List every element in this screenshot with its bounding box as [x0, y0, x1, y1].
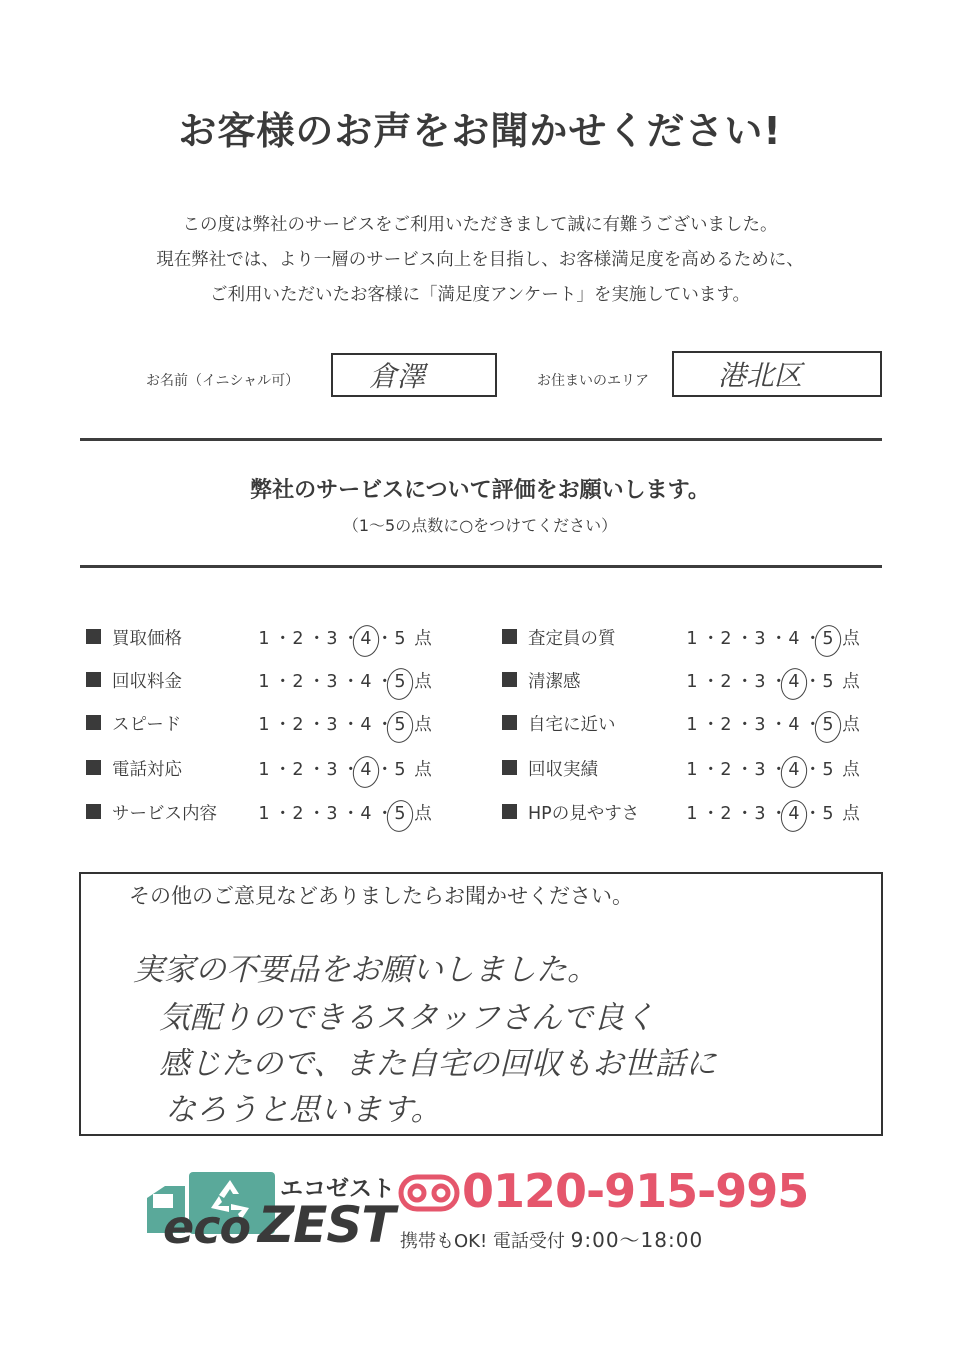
hours-time: 9:00〜18:00 — [570, 1228, 704, 1252]
intro-line: ご利用いただいたお客様に「満足度アンケート」を実施しています。 — [209, 285, 751, 305]
bullet-icon — [86, 760, 101, 775]
scale-separator: ・ — [736, 760, 754, 780]
scale-separator: ・ — [342, 715, 360, 735]
comment-line: なろうと思います。 — [165, 1092, 442, 1128]
scale-separator: ・ — [736, 804, 754, 824]
scale-separator: ・ — [770, 760, 788, 780]
scale-option-5[interactable]: 5 — [822, 804, 834, 824]
scale-unit: 点 — [842, 715, 860, 735]
scale-separator: ・ — [308, 715, 326, 735]
rating-row — [86, 708, 466, 738]
scale-option-3[interactable]: 3 — [326, 672, 338, 692]
name-field[interactable] — [331, 353, 497, 397]
area-value: 港北区 — [718, 359, 803, 392]
scale-option-2[interactable]: 2 — [720, 804, 732, 824]
rating-scale — [682, 800, 862, 825]
scale-option-3[interactable]: 3 — [326, 804, 338, 824]
scale-option-4[interactable]: 4 — [788, 629, 800, 649]
scale-separator: ・ — [702, 629, 720, 649]
bullet-icon — [86, 715, 101, 730]
scale-option-5[interactable]: 5 — [822, 760, 834, 780]
scale-separator: ・ — [804, 760, 822, 780]
rating-row — [86, 797, 466, 827]
intro-text — [0, 208, 960, 313]
scale-option-4[interactable]: 4 — [356, 629, 376, 649]
scale-option-2[interactable]: 2 — [292, 672, 304, 692]
scale-option-5[interactable]: 5 — [818, 715, 838, 735]
rating-row — [502, 753, 882, 783]
comment-line: 気配りのできるスタッフさんで良く — [159, 1000, 655, 1036]
scale-option-5[interactable]: 5 — [818, 629, 838, 649]
scale-separator: ・ — [308, 804, 326, 824]
scale-option-1[interactable]: 1 — [686, 629, 698, 649]
rating-label: HPの見やすさ — [528, 804, 640, 824]
section-subtitle: （1〜5の点数に○をつけてください） — [342, 516, 618, 535]
page-title: お客様のお声をお聞かせください! — [178, 109, 782, 153]
brand-zest: ZEST — [258, 1196, 395, 1254]
scale-unit: 点 — [414, 760, 432, 780]
rating-row — [502, 797, 882, 827]
scale-option-2[interactable]: 2 — [292, 804, 304, 824]
scale-separator: ・ — [770, 804, 788, 824]
scale-separator: ・ — [274, 804, 292, 824]
hours-prefix: 携帯もOK! 電話受付 — [400, 1231, 571, 1252]
scale-separator: ・ — [274, 629, 292, 649]
rating-label: 自宅に近い — [528, 715, 616, 735]
scale-separator: ・ — [804, 715, 822, 735]
brand-kana: エコゼスト — [280, 1176, 395, 1202]
scale-option-2[interactable]: 2 — [720, 760, 732, 780]
scale-separator: ・ — [702, 715, 720, 735]
scale-option-4[interactable]: 4 — [784, 804, 804, 824]
scale-option-3[interactable]: 3 — [326, 760, 338, 780]
section-title: 弊社のサービスについて評価をお願いします。 — [250, 478, 710, 503]
scale-option-1[interactable]: 1 — [686, 760, 698, 780]
intro-line: 現在弊社では、より一層のサービス向上を目指し、お客様満足度を高めるために、 — [156, 250, 804, 270]
scale-option-4[interactable]: 4 — [360, 804, 372, 824]
comment-prompt: その他のご意見などありましたらお聞かせください。 — [129, 884, 633, 908]
scale-unit: 点 — [842, 804, 860, 824]
scale-option-3[interactable]: 3 — [754, 715, 766, 735]
rating-row — [502, 708, 882, 738]
name-label: お名前（イニシャル可） — [146, 373, 300, 389]
scale-separator: ・ — [308, 760, 326, 780]
scale-option-5[interactable]: 5 — [390, 715, 410, 735]
scale-option-1[interactable]: 1 — [258, 629, 270, 649]
rating-row — [86, 622, 466, 652]
scale-option-3[interactable]: 3 — [754, 804, 766, 824]
scale-option-1[interactable]: 1 — [258, 672, 270, 692]
scale-separator: ・ — [376, 804, 394, 824]
scale-unit: 点 — [842, 760, 860, 780]
scale-separator: ・ — [376, 672, 394, 692]
freedial-icon — [398, 1174, 460, 1212]
scale-option-2[interactable]: 2 — [720, 629, 732, 649]
rating-row — [86, 753, 466, 783]
name-value: 倉澤 — [369, 360, 426, 393]
scale-option-5[interactable]: 5 — [822, 672, 834, 692]
bullet-icon — [502, 672, 517, 687]
scale-separator: ・ — [342, 760, 360, 780]
rating-scale — [682, 668, 862, 693]
bullet-icon — [86, 629, 101, 644]
intro-line: この度は弊社のサービスをご利用いただきまして誠に有難うございました。 — [182, 215, 778, 235]
rating-label: 査定員の質 — [528, 629, 616, 649]
scale-option-4[interactable]: 4 — [360, 672, 372, 692]
phone-number[interactable]: 0120-915-995 — [462, 1164, 809, 1218]
bullet-icon — [502, 629, 517, 644]
scale-option-1[interactable]: 1 — [258, 804, 270, 824]
bullet-icon — [502, 715, 517, 730]
scale-option-3[interactable]: 3 — [754, 629, 766, 649]
comment-box[interactable] — [79, 872, 883, 1136]
scale-option-5[interactable]: 5 — [390, 672, 410, 692]
scale-unit: 点 — [842, 672, 860, 692]
scale-separator: ・ — [308, 629, 326, 649]
rating-scale — [254, 756, 434, 781]
scale-unit: 点 — [414, 629, 432, 649]
bullet-icon — [502, 804, 517, 819]
scale-separator: ・ — [342, 804, 360, 824]
scale-separator: ・ — [702, 760, 720, 780]
scale-separator: ・ — [274, 715, 292, 735]
scale-option-1[interactable]: 1 — [258, 760, 270, 780]
scale-separator: ・ — [342, 672, 360, 692]
scale-option-3[interactable]: 3 — [326, 715, 338, 735]
scale-separator: ・ — [770, 715, 788, 735]
rating-scale — [254, 711, 434, 736]
scale-separator: ・ — [736, 715, 754, 735]
rating-label: 電話対応 — [112, 760, 182, 780]
scale-option-4[interactable]: 4 — [788, 715, 800, 735]
scale-option-2[interactable]: 2 — [292, 629, 304, 649]
divider-bottom — [80, 565, 882, 568]
comment-line: 感じたので、また自宅の回収もお世話に — [159, 1046, 717, 1082]
scale-option-3[interactable]: 3 — [754, 672, 766, 692]
scale-separator: ・ — [770, 672, 788, 692]
rating-row — [502, 665, 882, 695]
scale-unit: 点 — [842, 629, 860, 649]
bullet-icon — [86, 672, 101, 687]
rating-row — [502, 622, 882, 652]
scale-separator: ・ — [770, 629, 788, 649]
rating-label: 清潔感 — [528, 672, 581, 692]
scale-unit: 点 — [414, 804, 432, 824]
rating-scale — [254, 625, 434, 650]
scale-separator: ・ — [804, 629, 822, 649]
rating-row — [86, 665, 466, 695]
rating-label: 買取価格 — [112, 629, 182, 649]
area-label: お住まいのエリア — [537, 373, 649, 389]
scale-option-2[interactable]: 2 — [720, 672, 732, 692]
scale-option-5[interactable]: 5 — [394, 629, 406, 649]
scale-option-3[interactable]: 3 — [326, 629, 338, 649]
scale-option-1[interactable]: 1 — [686, 715, 698, 735]
scale-unit: 点 — [414, 672, 432, 692]
scale-separator: ・ — [376, 715, 394, 735]
scale-separator: ・ — [702, 804, 720, 824]
rating-scale — [682, 756, 862, 781]
scale-option-4[interactable]: 4 — [784, 672, 804, 692]
scale-option-4[interactable]: 4 — [784, 760, 804, 780]
brand-eco: eco — [163, 1200, 251, 1254]
scale-separator: ・ — [804, 672, 822, 692]
scale-option-2[interactable]: 2 — [292, 715, 304, 735]
area-field[interactable] — [672, 351, 882, 397]
comment-line: 実家の不要品をお願いしました。 — [133, 952, 598, 988]
scale-separator: ・ — [274, 672, 292, 692]
scale-separator: ・ — [736, 672, 754, 692]
scale-option-1[interactable]: 1 — [686, 804, 698, 824]
scale-separator: ・ — [376, 629, 394, 649]
scale-option-1[interactable]: 1 — [258, 715, 270, 735]
scale-option-4[interactable]: 4 — [356, 760, 376, 780]
divider-top — [80, 438, 882, 441]
rating-label: 回収実績 — [528, 760, 598, 780]
scale-option-5[interactable]: 5 — [394, 760, 406, 780]
scale-unit: 点 — [414, 715, 432, 735]
scale-option-4[interactable]: 4 — [360, 715, 372, 735]
rating-scale — [254, 800, 434, 825]
rating-scale — [682, 625, 862, 650]
scale-separator: ・ — [804, 804, 822, 824]
rating-scale — [682, 711, 862, 736]
phone-hours — [400, 1224, 703, 1253]
scale-separator: ・ — [376, 760, 394, 780]
scale-option-2[interactable]: 2 — [720, 715, 732, 735]
scale-separator: ・ — [342, 629, 360, 649]
rating-label: 回収料金 — [112, 672, 182, 692]
scale-separator: ・ — [308, 672, 326, 692]
bullet-icon — [86, 804, 101, 819]
scale-option-1[interactable]: 1 — [686, 672, 698, 692]
scale-separator: ・ — [274, 760, 292, 780]
rating-scale — [254, 668, 434, 693]
scale-option-2[interactable]: 2 — [292, 760, 304, 780]
bullet-icon — [502, 760, 517, 775]
rating-label: サービス内容 — [112, 804, 217, 824]
scale-option-3[interactable]: 3 — [754, 760, 766, 780]
scale-option-5[interactable]: 5 — [390, 804, 410, 824]
scale-separator: ・ — [702, 672, 720, 692]
rating-label: スピード — [112, 715, 182, 735]
scale-separator: ・ — [736, 629, 754, 649]
